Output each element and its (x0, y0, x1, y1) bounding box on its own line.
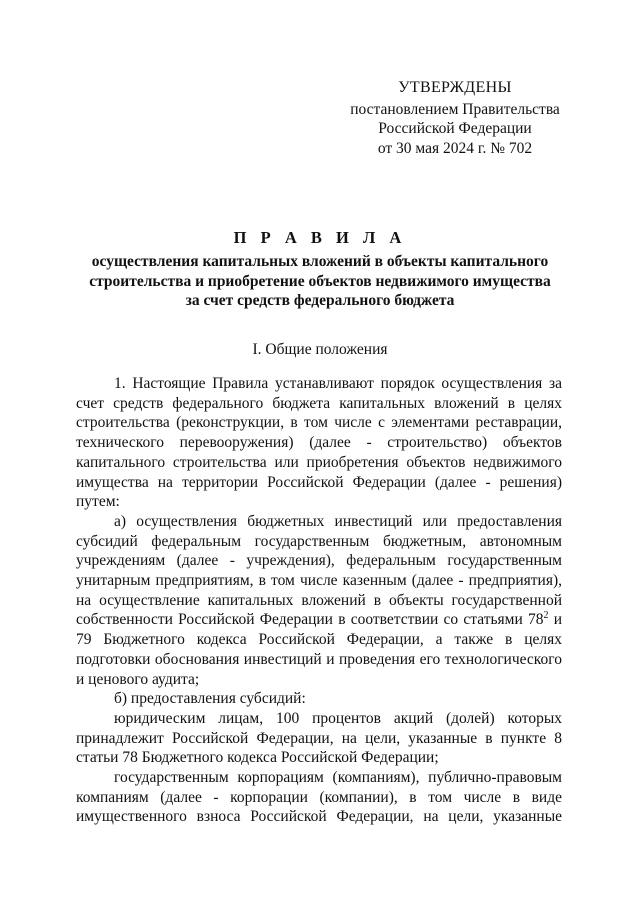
rules-subtitle-line-1: осуществления капитальных вложений в объекты капитального (91, 253, 549, 270)
approval-line-2: Российской Федерации (378, 120, 532, 137)
approval-title: УТВЕРЖДЕНЫ (398, 79, 512, 96)
approval-line-1: постановлением Правительства (350, 100, 560, 118)
paragraph-2 (76, 512, 562, 689)
approval-stamp (330, 78, 580, 158)
document-body (76, 374, 562, 827)
approval-line-3: от 30 мая 2024 г. № 702 (377, 139, 533, 157)
paragraph-5: государственным корпорациям (компаниям), публично-правовым компаниям (далее - корпорации (компании), в том числе в виде имущественного взноса Российской Федерации, на цели, указанные (76, 769, 562, 826)
paragraph-4: юридическим лицам, 100 процентов акций (долей) которых принадлежит Российской Федерации, на цели, указанные в пункте 8 статьи 78 Бюджетного кодекса Российской Федерации; (76, 709, 562, 767)
paragraph-2-part-a: а) осуществления бюджетных инвестиций или предоставления субсидий федеральным государственным бюджетным, автономным учреждениям (далее - учреждения), федеральным государственным унитарным предприятиям, в том числе казенным (далее - предприятия), на осуществление капитальных вложений в объекты государственной собственности Российской Федерации в соответствии со статьями 78 (76, 512, 562, 629)
rules-title-block (60, 228, 580, 311)
rules-subtitle-line-3: за счет средств федерального бюджета (185, 292, 455, 309)
paragraph-2-part-b: и 79 Бюджетного кодекса Российской Федерации, а также в целях подготовки обоснования инвестиций и проведения его технологического и ценового аудита; (76, 611, 562, 688)
section-heading: I. Общие положения (252, 341, 388, 358)
rules-subtitle-line-2: строительства и приобретение объектов недвижимого имущества (89, 272, 551, 290)
superscript: 2 (543, 610, 549, 622)
rules-title: П Р А В И Л А (233, 228, 407, 247)
paragraph-3: б) предоставления субсидий: (114, 690, 306, 708)
paragraph-1: 1. Настоящие Правила устанавливают порядок осуществления за счет средств федерального бюджета капитальных вложений в целях строительства (реконструкции, в том числе с элементами реставрации, технического перевооружения) (далее - строительство) объектов капитального строительства или приобретения объектов недвижимого имущества на территории Российской Федерации (далее - решения) путем: (76, 375, 562, 511)
